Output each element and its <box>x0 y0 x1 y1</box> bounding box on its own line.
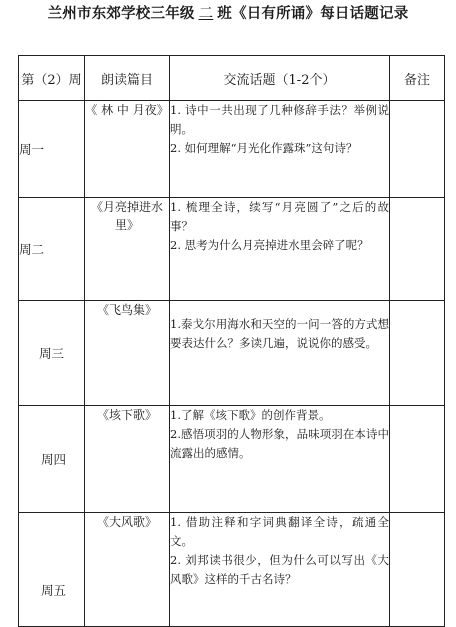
topic-item: 1. 借助注释和字词典翻译全诗，疏通全文。 <box>170 515 389 548</box>
class-number: 二 <box>198 6 214 22</box>
topics-cell <box>170 301 390 406</box>
notes-cell <box>390 198 445 301</box>
day-cell: 周三 <box>19 301 85 406</box>
reading-cell: 《大风歌》 <box>85 513 170 627</box>
reading-cell: 《飞鸟集》 <box>85 301 170 406</box>
topic-item: 1. 梳理全诗，续写“月亮圆了”之后的故事？ <box>170 200 389 233</box>
table-row <box>19 198 445 301</box>
table-row <box>19 406 445 513</box>
notes-cell <box>390 513 445 627</box>
day-cell: 周五 <box>19 513 85 627</box>
table-row <box>19 513 445 627</box>
notes-cell <box>390 406 445 513</box>
topic-item: 2. 如何理解“月光化作露珠”这句诗？ <box>170 141 358 155</box>
day-cell: 周二 <box>19 198 85 301</box>
header-topics: 交流话题（1-2个） <box>170 56 390 101</box>
table-row <box>19 101 445 198</box>
day-cell: 周四 <box>19 406 85 513</box>
day-cell: 周一 <box>19 101 85 198</box>
reading-cell: 《月亮掉进水里》 <box>85 198 170 301</box>
topics-cell <box>170 406 390 513</box>
topic-item: 2. 刘邦读书很少，但为什么可以写出《大风歌》这样的千古名诗？ <box>170 553 389 586</box>
topics-cell <box>170 513 390 627</box>
table-header-row <box>19 56 445 101</box>
notes-cell <box>390 301 445 406</box>
header-notes: 备注 <box>390 56 445 101</box>
topic-item: 1.泰戈尔用海水和天空的一问一答的方式想要表达什么？多读几遍，说说你的感受。 <box>170 317 389 350</box>
topic-item: 2.感悟项羽的人物形象，品味项羽在本诗中流露出的感情。 <box>170 427 389 460</box>
topics-cell <box>170 101 390 198</box>
page-title <box>0 2 456 23</box>
topic-item: 2. 思考为什么月亮掉进水里会碎了呢？ <box>170 238 369 252</box>
topic-item: 1. 诗中一共出现了几种修辞手法？举例说明。 <box>170 103 389 136</box>
header-week: 第（2）周 <box>19 56 85 101</box>
notes-cell <box>390 101 445 198</box>
reading-cell: 《 林 中 月夜》 <box>85 101 170 198</box>
topic-item: 1.了解《垓下歌》的创作背景。 <box>170 408 331 422</box>
title-suffix: 班《日有所诵》每日话题记录 <box>217 5 409 22</box>
reading-cell: 《垓下歌》 <box>85 406 170 513</box>
topics-cell <box>170 198 390 301</box>
table-row <box>19 301 445 406</box>
header-reading: 朗读篇目 <box>85 56 170 101</box>
title-prefix: 兰州市东郊学校三年级 <box>47 5 195 22</box>
topic-record-table <box>18 55 445 627</box>
